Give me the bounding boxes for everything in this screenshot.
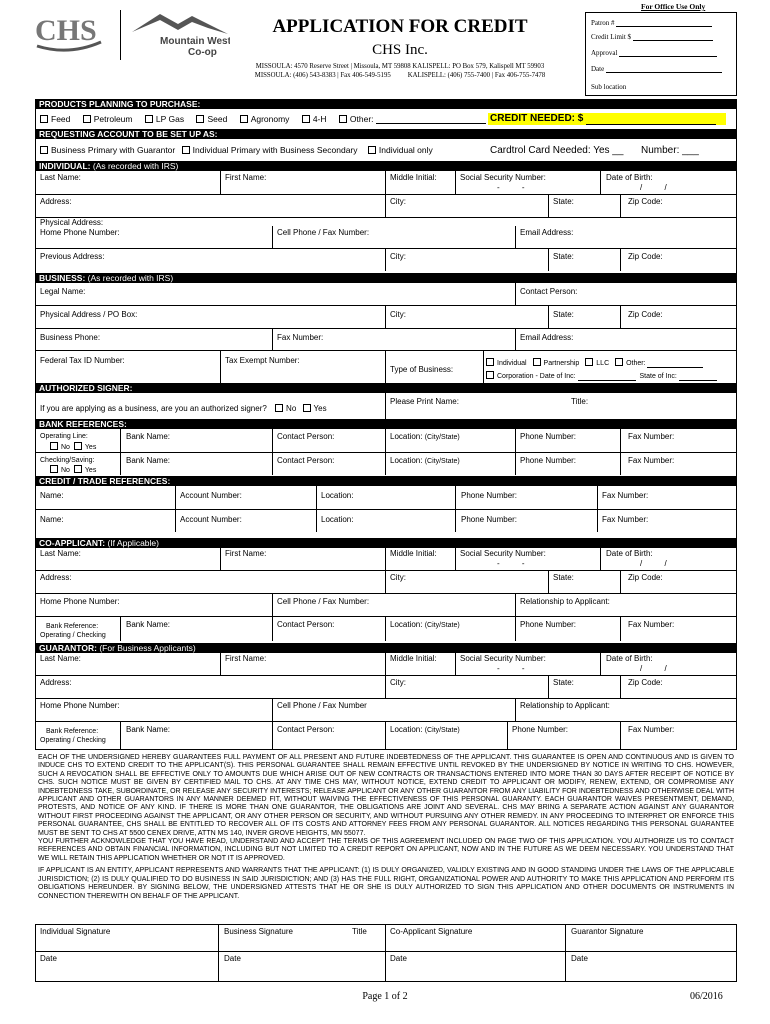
bus-legal-name[interactable]: Legal Name: <box>40 287 86 296</box>
gu-fax[interactable]: Fax Number: <box>628 725 675 734</box>
co-ssn-dashes: - - <box>497 559 525 568</box>
office-field-label: Patron # <box>591 19 615 27</box>
ind-dob[interactable]: Date of Birth: <box>606 173 653 182</box>
ind-email[interactable]: Email Address: <box>520 228 574 237</box>
checkbox-partnership[interactable] <box>533 358 541 366</box>
ind-zip[interactable]: Zip Code: <box>628 197 663 206</box>
option-label: Yes <box>84 444 97 451</box>
bus-type-label: Type of Business: <box>390 365 454 374</box>
trade-1-fax[interactable]: Fax Number: <box>602 491 649 500</box>
gu-address[interactable]: Address: <box>40 678 72 687</box>
gu-dob[interactable]: Date of Birth: <box>606 654 653 663</box>
ind-prev-city[interactable]: City: <box>390 252 406 261</box>
products-heading: PRODUCTS PLANNING TO PURCHASE: <box>35 99 737 109</box>
products-row <box>40 115 486 124</box>
co-home-phone[interactable]: Home Phone Number: <box>40 597 120 606</box>
bus-email[interactable]: Email Address: <box>520 333 574 342</box>
signer-print-name[interactable]: Please Print Name: <box>390 397 459 406</box>
co-bank-name[interactable]: Bank Name: <box>126 620 171 629</box>
heading-text: INDIVIDUAL: <box>39 161 91 171</box>
gu-state[interactable]: State: <box>553 678 574 687</box>
ind-home-phone[interactable]: Home Phone Number: <box>40 228 120 237</box>
acknowledgement-paragraph: YOU FURTHER ACKNOWLEDGE THAT YOU HAVE READ, UNDERSTAND AND ACCEPT THE TERMS OF THIS AGREEMENT INCLUDED ON PAGE TWO OF THIS APPLICATION. YOU AUTHORIZE US TO CONTACT REFERENCES AND OBTAIN FINANCIAL INFORMATION, INCLUDING BUT NOT LIMITED TO A CREDIT REPORT ON APPLICANT, NOW AND IN THE FUTURE AS WE DEEM NECESSARY. YOU UNDERSTAND THAT WE WILL RETAIN THIS APPLICATION WHETHER OR NOT IT IS APPROVED. <box>38 838 734 862</box>
co-state[interactable]: State: <box>553 573 574 582</box>
option-label: Agronomy <box>250 114 290 124</box>
checkbox-seed[interactable] <box>196 115 204 123</box>
heading-text: GUARANTOR: <box>39 643 97 653</box>
checkbox-signer-no[interactable] <box>275 404 283 412</box>
trade-heading: CREDIT / TRADE REFERENCES: <box>35 476 737 486</box>
bank-2-name[interactable]: Bank Name: <box>126 456 171 465</box>
bank-operating-label: Operating Line: <box>40 433 88 440</box>
option-label: Corporation - Date of Inc: <box>497 373 576 380</box>
ind-first-name[interactable]: First Name: <box>225 173 267 182</box>
ind-state[interactable]: State: <box>553 197 574 206</box>
bank-2-fax[interactable]: Fax Number: <box>628 456 675 465</box>
co-city[interactable]: City: <box>390 573 406 582</box>
checkbox-feed[interactable] <box>40 115 48 123</box>
credit-needed-field[interactable] <box>488 113 726 125</box>
option-label: No <box>286 404 297 413</box>
sig-date-1[interactable]: Date <box>40 954 57 963</box>
bank-2-location[interactable] <box>390 456 460 466</box>
checkbox-checking-no[interactable] <box>50 465 58 473</box>
ind-prev-zip[interactable]: Zip Code: <box>628 252 663 261</box>
co-bank-ref-2: Operating / Checking <box>40 632 106 639</box>
bus-city[interactable]: City: <box>390 310 406 319</box>
checkbox-other[interactable] <box>339 115 347 123</box>
sig-title[interactable]: Title <box>352 927 367 936</box>
co-bank-ref-1: Bank Reference: <box>46 623 99 630</box>
checkbox-signer-yes[interactable] <box>303 404 311 412</box>
trade-2-phone[interactable]: Phone Number: <box>461 515 518 524</box>
co-dob[interactable]: Date of Birth: <box>606 549 653 558</box>
checkbox-checking-yes[interactable] <box>74 465 82 473</box>
bus-contact[interactable]: Contact Person: <box>520 287 578 296</box>
office-use-box <box>585 12 737 96</box>
sig-guarantor[interactable]: Guarantor Signature <box>571 927 644 936</box>
sig-business[interactable]: Business Signature <box>224 927 293 936</box>
checkbox-business-primary[interactable] <box>40 146 48 154</box>
checkbox-individual-primary[interactable] <box>182 146 190 154</box>
option-label: Yes <box>313 404 327 413</box>
sig-date-3[interactable]: Date <box>390 954 407 963</box>
gu-middle[interactable]: Middle Initial: <box>390 654 437 663</box>
gu-bank-name[interactable]: Bank Name: <box>126 725 171 734</box>
option-label: LLC <box>596 360 610 367</box>
option-label: No <box>61 444 70 451</box>
gu-last-name[interactable]: Last Name: <box>40 654 81 663</box>
gu-city[interactable]: City: <box>390 678 406 687</box>
office-field-label: Date <box>591 65 605 73</box>
gu-bank-ref-2: Operating / Checking <box>40 737 106 744</box>
co-relationship[interactable]: Relationship to Applicant: <box>520 597 610 606</box>
bank-checking-label: Checking/Saving: <box>40 457 95 464</box>
checkbox-corporation[interactable] <box>486 371 494 379</box>
option-label: Business Primary with Guarantor <box>51 145 176 155</box>
bank-checking-yn <box>50 465 96 475</box>
heading-sub: (For Business Applicants) <box>99 643 196 653</box>
checkbox-lp-gas[interactable] <box>145 115 153 123</box>
gu-dob-slashes: / / <box>640 664 667 673</box>
office-field-credit-limit <box>591 33 713 41</box>
checkbox-operating-yes[interactable] <box>74 442 82 450</box>
signer-question: If you are applying as a business, are you an authorized signer? <box>40 404 267 413</box>
trade-2-fax[interactable]: Fax Number: <box>602 515 649 524</box>
checkbox-petroleum[interactable] <box>83 115 91 123</box>
ind-address[interactable]: Address: <box>40 197 72 206</box>
logo-divider <box>120 10 121 60</box>
mountain-west-logo <box>130 10 230 60</box>
co-phone[interactable]: Phone Number: <box>520 620 577 629</box>
gu-location[interactable] <box>390 725 460 735</box>
option-label: Seed <box>207 114 228 124</box>
gu-ssn[interactable]: Social Security Number: <box>460 654 546 663</box>
bus-zip[interactable]: Zip Code: <box>628 310 663 319</box>
account-heading: REQUESTING ACCOUNT TO BE SET UP AS: <box>35 129 737 139</box>
mountain-west-text: Mountain West <box>160 36 230 47</box>
sig-date-2[interactable]: Date <box>224 954 241 963</box>
option-label: Other: <box>349 114 374 124</box>
trade-2-account[interactable]: Account Number: <box>180 515 242 524</box>
entity-paragraph: IF APPLICANT IS AN ENTITY, APPLICANT REPRESENTS AND WARRANTS THAT THE APPLICANT: (1) IS DULY ORGANIZED, VALIDLY EXISTING AND IN GOOD STANDING UNDER THE LAWS OF THE APPLICABLE JURISDICTION; (2) IS DULY QUALIFIED TO DO BUSINESS IN SAID JURISDICTION; AND (3) HAS THE FULL RIGHT, ORGANIZATIONAL POWER AND AUTHORITY TO MAKE THIS APPLICATION AND PERFORM ITS OBLIGATIONS HEREUNDER. BY SIGNING BELOW, THE UNDERSIGNED ATTESTS THAT HE OR SHE IS DULY AUTHORIZED TO SIGN THIS APPLICATION AND OTHER DOCUMENTS OR INSTRUMENTS IN CONNECTION THEREWITH ON BEHALF OF THE APPLICANT. <box>38 867 734 900</box>
option-label: Other: <box>626 360 646 367</box>
address-line-1: MISSOULA: 4570 Reserve Street | Missoula, MT 59808 KALISPELL: PO Box 579, Kalispell MT 59903 <box>255 63 545 70</box>
co-first-name[interactable]: First Name: <box>225 549 267 558</box>
option-label: Petroleum <box>93 114 133 124</box>
ind-city[interactable]: City: <box>390 197 406 206</box>
individual-heading <box>35 161 737 171</box>
ind-previous[interactable]: Previous Address: <box>40 252 105 261</box>
co-contact[interactable]: Contact Person: <box>277 620 335 629</box>
trade-1-account[interactable]: Account Number: <box>180 491 242 500</box>
option-label: LP Gas <box>155 114 185 124</box>
office-field-approval <box>591 49 717 57</box>
bus-physical[interactable]: Physical Address / PO Box: <box>40 310 138 319</box>
bus-tax-exempt[interactable]: Tax Exempt Number: <box>225 356 300 365</box>
gu-first-name[interactable]: First Name: <box>225 654 267 663</box>
co-location[interactable] <box>390 620 460 630</box>
option-label: State of Inc: <box>639 373 677 380</box>
office-field-label: Credit Limit $ <box>591 33 632 41</box>
account-options-row <box>40 146 433 155</box>
sig-coapplicant[interactable]: Co-Applicant Signature <box>390 927 473 936</box>
co-dob-slashes: / / <box>640 559 667 568</box>
state-of-inc-field[interactable] <box>679 380 717 381</box>
page-title: APPLICATION FOR CREDIT <box>272 16 528 37</box>
location-label: Location: <box>390 456 423 465</box>
bus-type-row-2 <box>486 371 717 381</box>
co-fax[interactable]: Fax Number: <box>628 620 675 629</box>
legal-text <box>38 754 734 901</box>
signer-heading: AUTHORIZED SIGNER: <box>35 383 737 393</box>
co-last-name[interactable]: Last Name: <box>40 549 81 558</box>
cardtrol-label[interactable]: Cardtrol Card Needed: Yes __ <box>490 145 624 156</box>
form-version: 06/2016 <box>690 991 723 1002</box>
gu-relationship[interactable]: Relationship to Applicant: <box>520 701 610 710</box>
location-label: Location: <box>390 620 423 629</box>
gu-zip[interactable]: Zip Code: <box>628 678 663 687</box>
bus-fax[interactable]: Fax Number: <box>277 333 324 342</box>
bank-2-phone[interactable]: Phone Number: <box>520 456 577 465</box>
bank-1-name[interactable]: Bank Name: <box>126 432 171 441</box>
company-name: CHS Inc. <box>372 42 428 58</box>
heading-text: BUSINESS: <box>39 273 86 283</box>
option-label: No <box>61 467 70 474</box>
checkbox-agronomy[interactable] <box>240 115 248 123</box>
trade-2-name[interactable]: Name: <box>40 515 64 524</box>
location-sub: (City/State) <box>424 622 460 629</box>
gu-home-phone[interactable]: Home Phone Number: <box>40 701 120 710</box>
signer-title[interactable]: Title: <box>571 397 589 406</box>
other-product-field[interactable] <box>376 123 486 124</box>
co-address[interactable]: Address: <box>40 573 72 582</box>
location-label: Location: <box>390 432 423 441</box>
trade-1-name[interactable]: Name: <box>40 491 64 500</box>
bus-state[interactable]: State: <box>553 310 574 319</box>
bus-phone[interactable]: Business Phone: <box>40 333 101 342</box>
cardtrol-number[interactable]: Number: ___ <box>641 145 699 156</box>
option-label: Partnership <box>543 360 580 367</box>
bus-type-row-1 <box>486 358 703 368</box>
option-label: Individual <box>497 360 527 367</box>
office-field-label: Approval <box>591 49 618 57</box>
option-label: Individual Primary with Business Secondary <box>192 145 358 155</box>
bus-fed-tax[interactable]: Federal Tax ID Number: <box>40 356 125 365</box>
office-field-patron <box>591 19 712 27</box>
ind-ssn[interactable]: Social Security Number: <box>460 173 546 182</box>
gu-ssn-dashes: - - <box>497 664 525 673</box>
office-use-heading: For Office Use Only <box>641 2 706 11</box>
date-of-inc-field[interactable] <box>578 380 636 381</box>
bank-operating-yn <box>50 442 96 452</box>
ind-physical[interactable]: Physical Address: <box>40 218 104 227</box>
location-sub: (City/State) <box>424 434 460 441</box>
co-middle[interactable]: Middle Initial: <box>390 549 437 558</box>
option-label: Individual only <box>378 145 433 155</box>
checkbox-other-type[interactable] <box>615 358 623 366</box>
co-zip[interactable]: Zip Code: <box>628 573 663 582</box>
co-ssn[interactable]: Social Security Number: <box>460 549 546 558</box>
guarantee-paragraph: EACH OF THE UNDERSIGNED HEREBY GUARANTEES FULL PAYMENT OF ALL PRESENT AND FUTURE INDEBTEDNESS OF THE APPLICANT. THIS GUARANTEE IS OPEN AND CONTINUOUS AND IS GIVEN TO INDUCE CHS TO EXTEND CREDIT TO THE APPLICANT(S). THIS PERSONAL GUARANTEE SHALL REMAIN EFFECTIVE UNTIL REVOKED BY THE UNDERSIGNED BY NOTICE IN WRITING TO CHS. HOWEVER, SUCH A REVOCATION SHALL BE EFFECTIVE ONLY TO AMOUNTS DUE WHICH ARISE OUT OF NEW CONTRACTS OR TRANSACTIONS ENTERED INTO MORE THAN 30 DAYS AFTER RECEIPT OF NOTICE BY CHS. SUCH NOTICE MUST BE GIVEN BY CERTIFIED MAIL TO CHS. AT ANY TIME CHS MAY, WITHOUT NOTICE, EXTEND CREDIT TO APPLICANT OR MODIFY, RENEW, EXTEND, OR COMPROMISE ANY INDEBTEDNESS TAKE, SUBORDINATE, OR RELEASE ANY SECURITY INTERESTS; RELEASE APPLICANT OR ANY OTHER GUARANTOR FROM ANY LIABILITY FOR INDEBTEDNESS AND OTHERWISE DEAL WITH APPLICANT AND OTHER GUARANTORS IN ANY MANNER DEEMED FIT, WITHOUT WAIVING THE EFFECTIVENESS OF THIS PERSONAL GUARANTY. EACH GUARANTOR WAIVES PRESENTMENT, DEMAND, PROTESTS, AND NOTICE OF ANY KIND. IF THERE IS MORE THAN ONE GUARANTOR, THE OBLIGATIONS ARE JOINT AND SEVERAL. CHS MAY BRING A SEPARATE ACTION AGAINST ANY GUARANTOR WITHOUT FIRST PROCEEDING AGAINST THE APPLICANT, OR ANY OTHER PERSON OR SECURITY, AND WITHOUT PURSUING ANY OTHER REMEDY. IN ANY PROCEEDING TO INTERPRET OR ENFORCE THIS PERSONAL GUARANTEE, CHS SHALL BE ENTITLED TO RECOVER ALL OF ITS COSTS AND ATTORNEY FEES FROM ANY PERSONAL GUARANTOR. ALL NOTICES REGARDING THIS PERSONAL GUARANTEE MUST BE SENT TO CHS AT 5500 CENEX DRIVE, ATTN MS 140, INVER GROVE HEIGHTS, MN 55077. <box>38 754 734 837</box>
bank-1-phone[interactable]: Phone Number: <box>520 432 577 441</box>
credit-needed-label: CREDIT NEEDED: $ <box>490 113 584 124</box>
office-field-date <box>591 65 722 73</box>
sig-date-4[interactable]: Date <box>571 954 588 963</box>
option-label: Feed <box>51 114 71 124</box>
page-number: Page 1 of 2 <box>362 991 408 1002</box>
checkbox-llc[interactable] <box>585 358 593 366</box>
ind-last-name[interactable]: Last Name: <box>40 173 81 182</box>
location-sub: (City/State) <box>424 727 460 734</box>
ind-prev-state[interactable]: State: <box>553 252 574 261</box>
coapplicant-heading <box>35 538 737 548</box>
checkbox-individual[interactable] <box>486 358 494 366</box>
trade-1-phone[interactable]: Phone Number: <box>461 491 518 500</box>
bank-heading: BANK REFERENCES: <box>35 419 737 429</box>
business-heading <box>35 273 737 283</box>
address-line-2: MISSOULA: (406) 543-8383 | Fax 406-549-5195 KALISPELL: (406) 755-7400 | Fax 406-755-7478 <box>254 72 546 79</box>
bank-1-fax[interactable]: Fax Number: <box>628 432 675 441</box>
office-field-sublocation: Sub location <box>591 83 627 91</box>
bank-2-contact[interactable]: Contact Person: <box>277 456 335 465</box>
option-label: 4-H <box>312 114 327 124</box>
ind-ssn-dashes: - - <box>497 183 525 192</box>
bank-1-contact[interactable]: Contact Person: <box>277 432 335 441</box>
ind-middle[interactable]: Middle Initial: <box>390 173 437 182</box>
coop-text: Co-op <box>188 47 217 58</box>
checkbox-operating-no[interactable] <box>50 442 58 450</box>
ind-cell-fax[interactable]: Cell Phone / Fax Number: <box>277 228 370 237</box>
sig-individual[interactable]: Individual Signature <box>40 927 111 936</box>
heading-sub: (As recorded with IRS) <box>87 273 174 283</box>
heading-sub: (As recorded with IRS) <box>92 161 179 171</box>
other-type-field[interactable] <box>647 367 703 368</box>
location-label: Location: <box>390 725 423 734</box>
gu-bank-ref-1: Bank Reference: <box>46 728 99 735</box>
ind-dob-slashes: / / <box>640 183 667 192</box>
heading-text: CO-APPLICANT: <box>39 538 106 548</box>
location-sub: (City/State) <box>424 458 460 465</box>
gu-contact[interactable]: Contact Person: <box>277 725 335 734</box>
trade-1-location[interactable]: Location: <box>321 491 354 500</box>
gu-phone[interactable]: Phone Number: <box>512 725 569 734</box>
signer-question-row <box>40 404 327 413</box>
guarantor-heading <box>35 643 737 653</box>
option-label: Yes <box>84 467 97 474</box>
bank-1-location[interactable] <box>390 432 460 442</box>
co-cell-fax[interactable]: Cell Phone / Fax Number: <box>277 597 370 606</box>
checkbox-4h[interactable] <box>302 115 310 123</box>
heading-sub: (If Applicable) <box>107 538 159 548</box>
checkbox-individual-only[interactable] <box>368 146 376 154</box>
gu-cell-fax[interactable]: Cell Phone / Fax Number <box>277 701 367 710</box>
trade-2-location[interactable]: Location: <box>321 515 354 524</box>
chs-logo <box>33 10 105 54</box>
chs-logo-text: CHS <box>35 14 97 47</box>
